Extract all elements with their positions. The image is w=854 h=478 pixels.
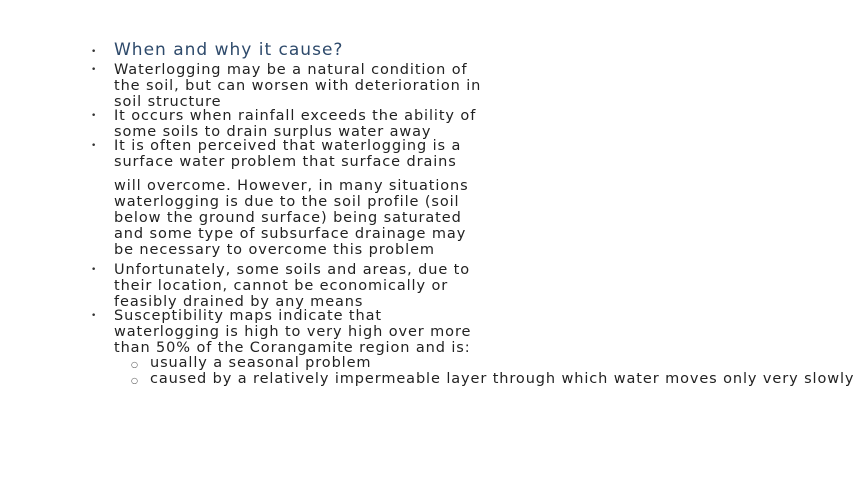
bullet-item-5	[114, 308, 634, 356]
bullet-item-1	[114, 62, 634, 110]
bullet-line: waterlogging is high to very high over more	[114, 324, 472, 340]
sub-bullet-line: very slowly	[762, 371, 854, 387]
bullet-marker: •	[91, 141, 97, 151]
sub-bullet-marker: ○	[131, 360, 138, 369]
bullet-line: than 50% of the Corangamite region and is:	[114, 340, 471, 356]
bullet-marker: •	[91, 311, 97, 321]
bullet-line: Susceptibility maps indicate that	[114, 308, 382, 324]
bullet-marker: •	[91, 65, 97, 75]
bullet-line: the soil, but can worsen with deterioration in	[114, 78, 482, 94]
bullet-item-2	[114, 108, 634, 140]
sub-bullet-line: usually a seasonal problem	[150, 355, 372, 371]
bullet-line: Waterlogging may be a natural condition of	[114, 62, 468, 78]
bullet-line: It occurs when rainfall exceeds the ability of	[114, 108, 477, 124]
slide-heading	[114, 40, 634, 60]
sub-bullet-item-2	[150, 371, 854, 387]
bullet-line: Unfortunately, some soils and areas, due to	[114, 262, 471, 278]
bullet-line: their location, cannot be economically or	[114, 278, 449, 294]
bullet-line: feasibly drained by any means	[114, 294, 364, 310]
bullet-marker: •	[91, 111, 97, 121]
paragraph-line: be necessary to overcome this problem	[114, 242, 435, 258]
bullet-marker: •	[91, 265, 97, 275]
bullet-marker: •	[91, 47, 97, 57]
sub-bullet-line: layer through which water moves only	[446, 371, 758, 387]
paragraph-line: and some type of subsurface drainage may	[114, 226, 467, 242]
bullet-line: surface water problem that surface drains	[114, 154, 457, 170]
bullet-line: soil structure	[114, 94, 222, 110]
sub-bullet-marker: ○	[131, 376, 138, 385]
sub-bullet-line: caused by a relatively impermeable	[150, 371, 441, 387]
sub-bullet-item-1	[150, 355, 371, 371]
bullet-item-3	[114, 138, 634, 170]
bullet-line: It is often perceived that waterlogging is a	[114, 138, 462, 154]
paragraph-line: waterlogging is due to the soil profile (soil	[114, 194, 460, 210]
bullet-line: some soils to drain surplus water away	[114, 124, 432, 140]
paragraph-line: below the ground surface) being saturated	[114, 210, 462, 226]
heading-text: When and why it cause?	[114, 40, 344, 60]
paragraph-line: will overcome. However, in many situations	[114, 178, 469, 194]
bullet-item-4	[114, 262, 634, 310]
continuation-paragraph	[114, 178, 634, 258]
